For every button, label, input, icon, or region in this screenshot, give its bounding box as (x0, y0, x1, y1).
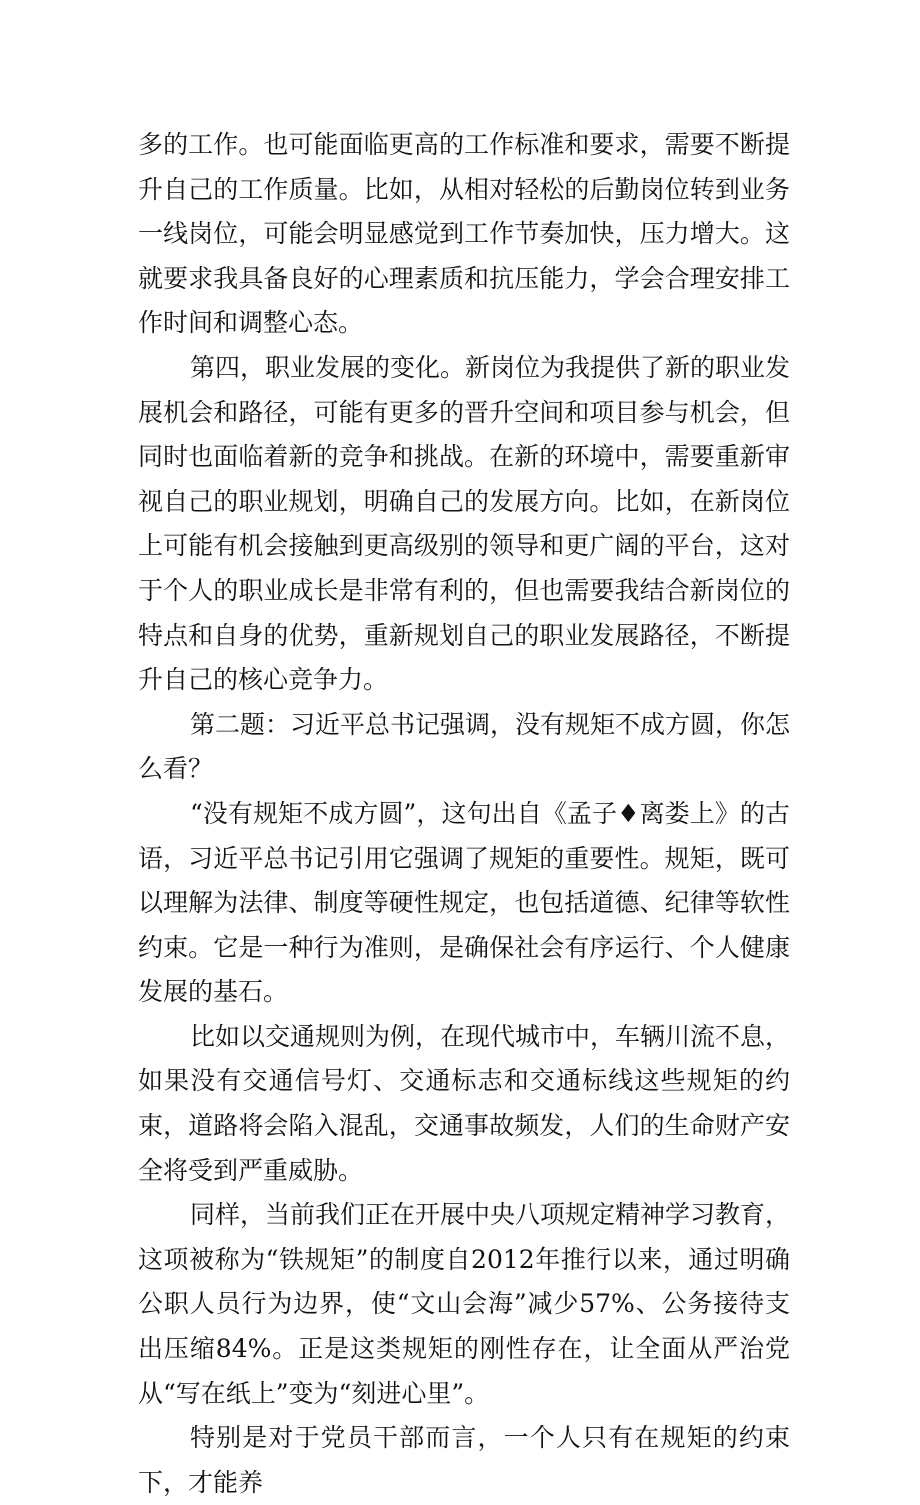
paragraph-rules-meaning: “没有规矩不成方圆”，这句出自《孟子♦离娄上》的古语，习近平总书记引用它强调了规矩的重要性。规矩，既可以理解为法律、制度等硬性规定，也包括道德、纪律等软性约束。它是一种行为准则，是确保社会有序运行、个人健康发展的基石。 (138, 798, 790, 1007)
paragraph-eight-regulations: 同样，当前我们正在开展中央八项规定精神学习教育，这项被称为“铁规矩”的制度自2012年推行以来，通过明确公职人员行为边界，使“文山会海”减少57%、公务接待支出压缩84%。正是这类规矩的刚性存在，让全面从严治党从“写在纸上”变为“刻进心里”。 (138, 1200, 791, 1408)
paragraph-traffic-example: 比如以交通规则为例，在现代城市中，车辆川流不息，如果没有交通信号灯、交通标志和交通标线这些规矩的约束，道路将会陷入混乱，交通事故频发，人们的生命财产安全将受到严重威胁。 (138, 1021, 791, 1185)
question-heading: 第二题：习近平总书记强调，没有规矩不成方圆，你怎么看？ (138, 709, 791, 784)
paragraph-work-standards: 多的工作。也可能面临更高的工作标准和要求，需要不断提升自己的工作质量。比如，从相对轻松的后勤岗位转到业务一线岗位，可能会明显感觉到工作节奏加快，压力增大。这就要求我具备良好的心理素质和抗压能力，学会合理安排工作时间和调整心态。 (138, 130, 790, 338)
paragraph-career-development: 第四，职业发展的变化。新岗位为我提供了新的职业发展机会和路径，可能有更多的晋升空间和项目参与机会，但同时也面临着新的竞争和挑战。在新的环境中，需要重新审视自己的职业规划，明确自己的发展方向。比如，在新岗位上可能有机会接触到更高级别的领导和更广阔的平台，这对于个人的职业成长是非常有利的，但也需要我结合新岗位的特点和自身的优势，重新规划自己的职业发展路径，不断提升自己的核心竞争力。 (138, 352, 791, 695)
paragraph-party-cadres: 特别是对于党员干部而言，一个人只有在规矩的约束下，才能养 (138, 1423, 790, 1497)
document-body (138, 123, 790, 1505)
